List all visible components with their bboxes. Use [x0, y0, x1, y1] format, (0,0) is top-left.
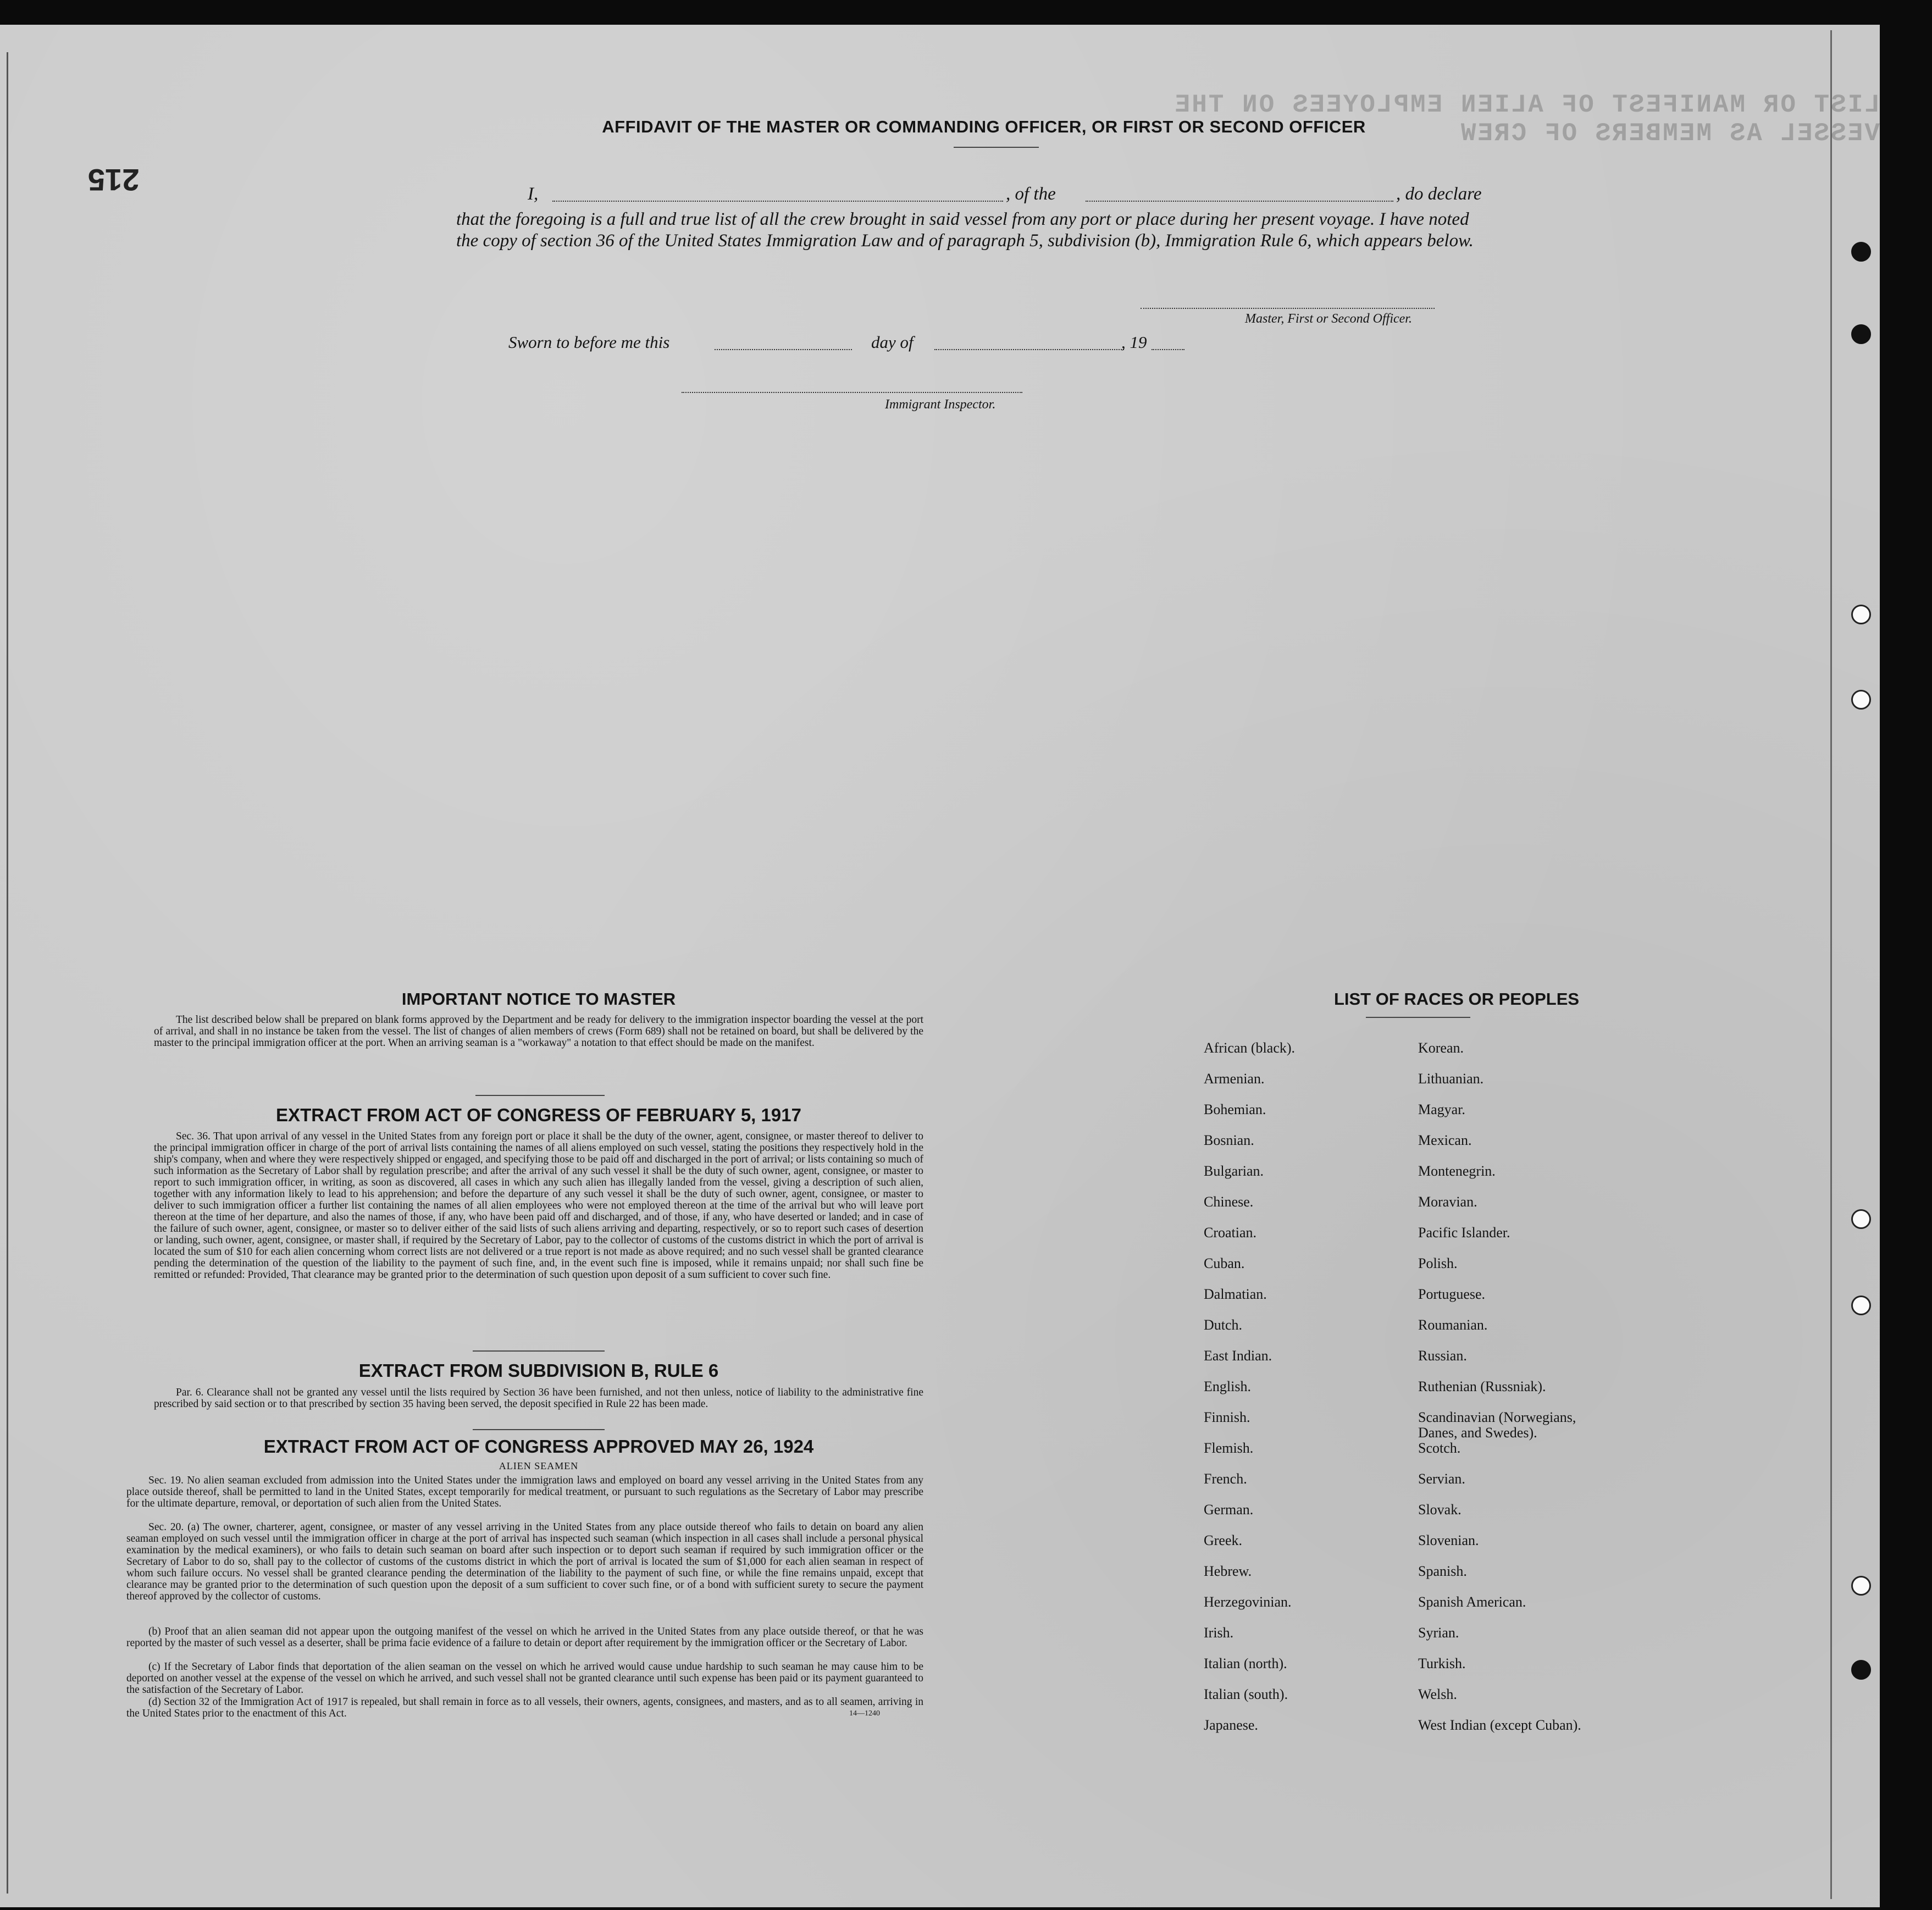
race-item: Turkish. — [1418, 1656, 1466, 1671]
race-item: Dalmatian. — [1204, 1286, 1267, 1302]
extract-1924-sec19: Sec. 19. No alien seaman excluded from admission into the United States under the immigration laws and employed on board any vessel arriving in the United States from any place outside thereof, shall be permitted to land in the United States, except temporarily for medical treatment, or pursuant to such regulations as the Secretary of Labor may prescribe for the ultimate departure, removal, or deportation of such alien from the United States. — [126, 1475, 923, 1509]
race-item: Slovenian. — [1418, 1532, 1479, 1548]
race-item: Slovak. — [1418, 1502, 1462, 1518]
race-item: Bosnian. — [1204, 1132, 1254, 1148]
race-item: Irish. — [1204, 1625, 1234, 1641]
sworn-prefix: Sworn to before me this — [508, 333, 670, 352]
extract-1924-sec20d: (d) Section 32 of the Immigration Act of 1917 is repealed, but shall remain in force as to all vessels, their owners, agents, consignees, and masters, and as to all seamen, arriving in the United States prior to the enactment of this Act. — [126, 1696, 923, 1719]
sworn-day-of: day of — [871, 333, 914, 352]
race-item: English. — [1204, 1378, 1251, 1394]
race-item: Japanese. — [1204, 1717, 1258, 1733]
sworn-year: , 19 — [1121, 333, 1147, 352]
affidavit-title-rule — [954, 147, 1039, 148]
punch-hole — [1851, 1660, 1871, 1680]
race-item: Flemish. — [1204, 1440, 1254, 1456]
punch-hole — [1851, 1576, 1871, 1596]
inspector-signature-line[interactable] — [682, 392, 1022, 393]
race-item: Welsh. — [1418, 1686, 1457, 1702]
race-item: Dutch. — [1204, 1317, 1243, 1333]
race-item: Korean. — [1418, 1040, 1464, 1056]
race-item: German. — [1204, 1502, 1254, 1518]
affidavit-vessel-field[interactable] — [1086, 201, 1393, 202]
left-margin-rule — [7, 52, 8, 1894]
notice-body: The list described below shall be prepared on blank forms approved by the Department and be ready for delivery to the immigration inspector boarding the vessel at the port of arrival, and shall in no instance be taken from the vessel. The list of changes of alien members of crews (Form 689) shall not be retained on board, but shall be delivered by the master to the principal immigration officer at the port. When an arriving seaman is a "workaway" a notation to that effect should be made on the manifest. — [154, 1014, 923, 1049]
race-item: Servian. — [1418, 1471, 1465, 1487]
race-item: French. — [1204, 1471, 1247, 1487]
notice-title: IMPORTANT NOTICE TO MASTER — [401, 989, 676, 1009]
race-item: Montenegrin. — [1418, 1163, 1496, 1179]
affidavit-i: I, — [528, 184, 539, 204]
punch-hole — [1851, 1296, 1871, 1315]
race-item: West Indian (except Cuban). — [1418, 1717, 1581, 1733]
extract-1917-body: Sec. 36. That upon arrival of any vessel in the United States from any foreign port or place it shall be the duty of the owner, agent, consignee, or master thereof to deliver to the principal immigration officer in charge of the port of arrival lists containing the names of all aliens employed on such vessel, stating the positions they respectively hold in the ship's company, when and where they were respectively shipped or engaged, and specifying those to be paid off and discharged in the port of arrival; or lists containing so much of such information as the Secretary of Labor shall by regulation prescribe; and after the arrival of any such vessel it shall be the duty of such owner, agent, consignee, or master to report to such immigration officer, in writing, as soon as discovered, all cases in which any such alien has illegally landed from the vessel, giving a description of such alien, together with any information likely to lead to his apprehension; and before the departure of any such vessel it shall be the duty of such owner, agent, consignee, or master to deliver to such immigration officer a further list containing the names of all alien employees who were not employed thereon at the time of the arrival but who will leave port thereon at the time of her departure, and also the names of those, if any, who have been paid off and discharged, and of those, if any, who have deserted or landed; and in case of the failure of such owner, agent, consignee, or master so to deliver either of the said lists of such aliens arriving and departing, respectively, or so to report such cases of desertion or landing, such owner, agent, consignee, or master shall, if required by the Secretary of Labor, pay to the collector of customs of the customs district in which the port of arrival is located the sum of $10 for each alien concerning whom correct lists are not delivered or a true report is not made as above required; and no such vessel shall be granted clearance pending the determination of the question of the liability to the payment of such fine, and, in the event such fine is imposed, while it remains unpaid; nor shall such fine be remitted or refunded: Provided, That clearance may be granted prior to the determination of such question upon deposit of a sum sufficient to cover such fine. — [154, 1131, 923, 1281]
race-item: Spanish American. — [1418, 1594, 1526, 1610]
race-item: Moravian. — [1418, 1194, 1477, 1210]
punch-hole — [1851, 1209, 1871, 1229]
punch-hole — [1851, 690, 1871, 710]
race-item: Mexican. — [1418, 1132, 1472, 1148]
race-item: Magyar. — [1418, 1101, 1465, 1117]
race-item: Syrian. — [1418, 1625, 1459, 1641]
race-item: Roumanian. — [1418, 1317, 1488, 1333]
race-item: Scotch. — [1418, 1440, 1461, 1456]
race-item: Italian (north). — [1204, 1656, 1287, 1671]
race-item: Italian (south). — [1204, 1686, 1288, 1702]
race-item: Bohemian. — [1204, 1101, 1266, 1117]
punch-hole — [1851, 324, 1871, 344]
extract-1924-subtitle: ALIEN SEAMEN — [499, 1460, 579, 1471]
punch-hole — [1851, 605, 1871, 624]
race-item: Greek. — [1204, 1532, 1243, 1548]
affidavit-title: AFFIDAVIT OF THE MASTER OR COMMANDING OFFICER, OR FIRST OR SECOND OFFICER — [602, 117, 1366, 136]
extract-1924-sec20b: (b) Proof that an alien seaman did not appear upon the outgoing manifest of the vessel on which he arrived in the United States from any place outside thereof, or that he was reported by the master of such vessel as a deserter, shall be prima facie evidence of a failure to detain or deport after requirement by the immigration officer or the Secretary of Labor. — [126, 1626, 923, 1649]
notice-divider — [475, 1095, 605, 1096]
extract-rule6-title: EXTRACT FROM SUBDIVISION B, RULE 6 — [358, 1360, 719, 1381]
right-margin-rule — [1830, 30, 1832, 1899]
sworn-year-field[interactable] — [1152, 349, 1184, 350]
race-item: Lithuanian. — [1418, 1071, 1484, 1087]
extract-rule6-divider — [473, 1429, 605, 1430]
race-item: Chinese. — [1204, 1194, 1254, 1210]
race-item: Polish. — [1418, 1255, 1458, 1271]
extract-rule6-body: Par. 6. Clearance shall not be granted any vessel until the lists required by Section 36 have been furnished, and not then unless, notice of liability to the administrative fine prescribed by said section or to that prescribed by section 35 having been served, the deposit specified in Rule 22 has been made. — [154, 1387, 923, 1410]
race-item: Scandinavian (Norwegians, Danes, and Swedes). — [1418, 1409, 1576, 1441]
inspector-caption: Immigrant Inspector. — [885, 397, 996, 412]
races-title-rule — [1366, 1017, 1470, 1018]
extract-1917-divider — [473, 1350, 605, 1352]
affidavit-body: that the foregoing is a full and true list of all the crew brought in said vessel from any port or place during her present voyage. I have noted the copy of section 36 of the United States Immigration Law and of paragraph 5, subdivision (b), Immigration Rule 6, which appears below. — [456, 209, 1474, 251]
form-number: 14—1240 — [849, 1709, 880, 1718]
race-item: Armenian. — [1204, 1071, 1265, 1087]
race-item: Pacific Islander. — [1418, 1225, 1510, 1241]
sworn-month-field[interactable] — [934, 349, 1124, 350]
race-item: Ruthenian (Russniak). — [1418, 1378, 1546, 1394]
race-item: Hebrew. — [1204, 1563, 1252, 1579]
bleedthrough-ghost-text: LIST OR MANIFEST OF ALIEN EMPLOYEES ON THE VESSEL AS MEMBERS OF CREW — [1173, 91, 1880, 148]
sworn-line — [508, 333, 1223, 355]
race-item: Herzegovinian. — [1204, 1594, 1292, 1610]
document-sheet — [0, 25, 1880, 1907]
extract-1924-sec20a: Sec. 20. (a) The owner, charterer, agent, consignee, or master of any vessel arriving in the United States from any place outside thereof who fails to detain on board any alien seaman employed on such vessel until the immigration officer in charge at the port of arrival has inspected such seaman (which inspection in all cases shall include a personal physical examination by the medical examiners), or who fails to detain such seaman on board after such inspection or to deport such seaman if required by such immigration officer or the Secretary of Labor to do so, shall pay to the collector of customs of the customs district in which the port of arrival is located the sum of $1,000 for each alien seaman in respect of whom such failure occurs. No vessel shall be granted clearance pending the determination of the liability to the payment of such fine, or while the fine remains unpaid, except that clearance may be granted prior to the determination of such question upon the deposit of a sum sufficient to cover such fine, or of a bond with sufficient surety to secure the payment thereof approved by the collector of customs. — [126, 1521, 923, 1602]
race-item: Bulgarian. — [1204, 1163, 1264, 1179]
extract-1924-sec20c: (c) If the Secretary of Labor finds that deportation of the alien seaman on the vessel on which he arrived would cause undue hardship to such seaman he may cause him to be deported on another vessel at the expense of the vessel on which he arrived, and such vessel shall not be granted clearance until such expense has been paid or its payment guaranteed to the satisfaction of the Secretary of Labor. — [126, 1661, 923, 1696]
race-item: Russian. — [1418, 1348, 1467, 1364]
race-item: Croatian. — [1204, 1225, 1257, 1241]
page-number: 215 — [88, 163, 140, 197]
race-item: Finnish. — [1204, 1409, 1250, 1425]
race-item: Portuguese. — [1418, 1286, 1486, 1302]
sworn-day-field[interactable] — [715, 349, 852, 350]
race-item: Spanish. — [1418, 1563, 1467, 1579]
races-title: LIST OF RACES OR PEOPLES — [1333, 989, 1580, 1009]
affidavit-of-the: , of the — [1006, 184, 1056, 204]
master-signature-line[interactable] — [1141, 308, 1435, 309]
affidavit-do-declare: , do declare — [1396, 184, 1482, 204]
affidavit-name-field[interactable] — [552, 201, 1003, 202]
extract-1917-title: EXTRACT FROM ACT OF CONGRESS OF FEBRUARY 5, 1917 — [276, 1105, 801, 1125]
master-caption: Master, First or Second Officer. — [1245, 312, 1412, 326]
punch-hole — [1851, 242, 1871, 262]
race-item: East Indian. — [1204, 1348, 1272, 1364]
race-item: Cuban. — [1204, 1255, 1245, 1271]
affidavit-line1 — [456, 184, 1490, 206]
extract-1924-title: EXTRACT FROM ACT OF CONGRESS APPROVED MAY 26, 1924 — [263, 1436, 814, 1457]
race-item: African (black). — [1204, 1040, 1296, 1056]
